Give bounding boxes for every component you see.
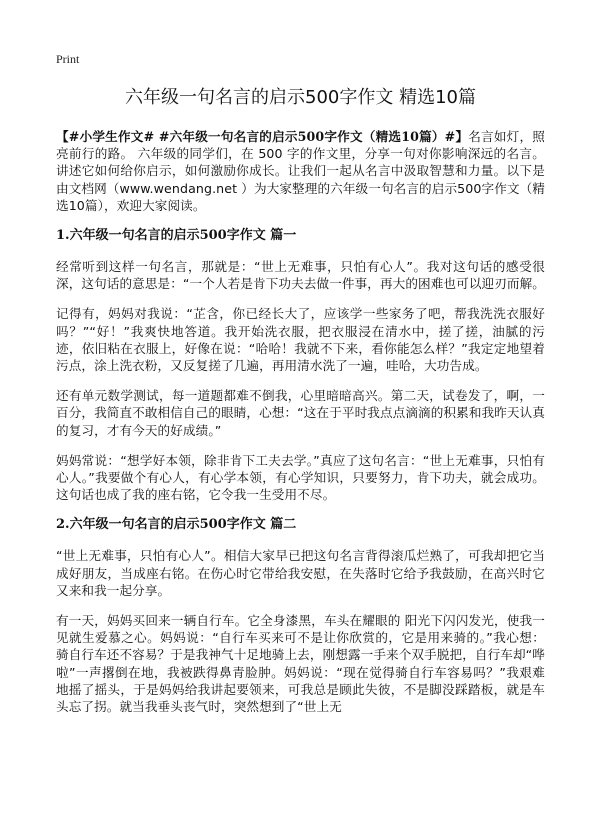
section-1-paragraph-1: 经常听到这样一句名言，那就是：“世上无难事，只怕有心人”。我对这句话的感受很深，这句话的意思是：“一个人若是肯下功夫去做一件事，再大的困难也可以迎刃而解。 [56, 259, 545, 292]
print-link[interactable]: Print [56, 52, 80, 66]
section-2-paragraph-1: “世上无难事，只怕有心人”。相信大家早已把这句名言背得滚瓜烂熟了，可我却把它当成好朋友，当成座右铭。在伤心时它带给我安慰，在失落时它给予我鼓励，在高兴时它又来和我一起分享。 [56, 548, 545, 598]
section-1-paragraph-4: 妈妈常说：“想学好本领，除非肯下工夫去学。”真应了这句名言：“世上无难事，只怕有心人。”我要做个有心人，有心学本领，有心学知识，只要努力，肯下功夫，就会成功。这句话也成了我的座右铭，它令我一生受用不尽。 [56, 452, 545, 503]
section-heading-1: 1.六年级一句名言的启示500字作文 篇一 [56, 228, 297, 244]
section-2-paragraph-2: 有一天，妈妈买回来一辆自行车。它全身漆黑，车头在耀眼的 阳光下闪闪发光，使我一见就生爱慕之心。妈妈说：“自行车买来可不是让你欣赏的，它是用来骑的。”我心想：骑自行车还不容易？于是我神气十足地骑上去，刚想露一手来个双手脱把，自行车却“哗啦”一声撂倒在地，我被跌得鼻青脸肿。妈妈说：“现在觉得骑自行车容易吗？”我艰难地摇了摇头，于是妈妈给我讲起要领来，可我总是顾此失彼，不是脚没踩踏板，就是车头忘了拐。就当我垂头丧气时，突然想到了“世上无 [56, 613, 545, 715]
intro-paragraph [56, 128, 545, 214]
intro-text: 名言如灯，照亮前行的路。 六年级的同学们，在 500 字的作文里，分享一句对你影响深远的名言。讲述它如何给你启示，如何激励你成长。让我们一起从名言中汲取智慧和力量。以下是由文档网（www.wendang.net ）为大家整理的六年级一句名言的启示500字作文（精选10篇），欢迎大家阅读。 [56, 129, 545, 213]
section-1-paragraph-2: 记得有，妈妈对我说：“芷含，你已经长大了，应该学一些家务了吧，帮我洗洗衣服好吗？”“好！”我爽快地答道。我开始洗衣服，把衣服浸在清水中，搓了搓，油腻的污迹，依旧粘在衣服上，好像在说：“哈哈！我就不下来，看你能怎么样？”我定定地望着污点，涂上洗衣粉，又反复搓了几遍，再用清水洗了一遍，哇哈，大功告成。 [56, 306, 545, 374]
section-heading-2: 2.六年级一句名言的启示500字作文 篇二 [56, 517, 297, 533]
intro-lead: 【#小学生作文# #六年级一句名言的启示500字作文（精选10篇）#】 [56, 129, 469, 144]
section-1-paragraph-3: 还有单元数学测试，每一道题都难不倒我，心里暗暗高兴。第二天，试卷发了，啊，一百分，我简直不敢相信自己的眼睛，心想：“这在于平时我点点滴滴的积累和我昨天认真的复习，才有今天的好成绩。” [56, 388, 545, 438]
page-title: 六年级一句名言的启示500字作文 精选10篇 [125, 87, 476, 108]
